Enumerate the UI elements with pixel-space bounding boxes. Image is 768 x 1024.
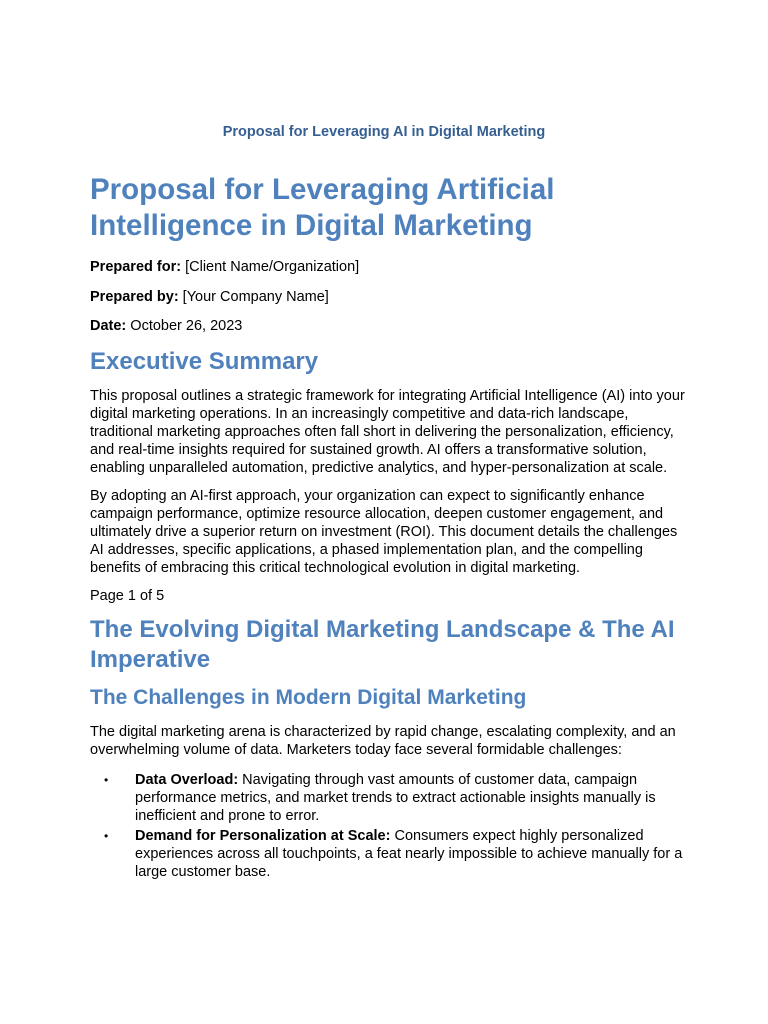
list-item xyxy=(90,771,690,825)
prepared-by-value: [Your Company Name] xyxy=(178,288,329,305)
list-item-text: Navigating through vast amounts of customer data, campaign performance metrics, and market trends to extract actionable insights manually is inefficient and prone to error. xyxy=(135,771,656,824)
page-number: Page 1 of 5 xyxy=(90,587,165,604)
document-body xyxy=(90,172,690,883)
list-item xyxy=(90,827,690,881)
list-item-label: Data Overload: xyxy=(135,771,239,788)
executive-summary-heading: Executive Summary xyxy=(90,347,319,375)
challenges-list xyxy=(90,771,690,881)
prepared-for-label: Prepared for: xyxy=(90,259,182,275)
prepared-for-line xyxy=(90,258,690,276)
prepared-by-line xyxy=(90,288,690,306)
executive-summary-paragraph-2: By adopting an AI-first approach, your organization can expect to significantly enhance campaign performance, optimize resource allocation, deepen customer engagement, and ultimately drive a superior return on investment (ROI). This document details the challenges AI addresses, specific applications, a phased implementation plan, and the compelling benefits of embracing this critical technological evolution in digital marketing. xyxy=(90,487,678,576)
prepared-for-value: [Client Name/Organization] xyxy=(181,259,360,275)
landscape-section-heading: The Evolving Digital Marketing Landscape & The AI Imperative xyxy=(90,615,675,673)
list-item-label: Demand for Personalization at Scale: xyxy=(135,827,391,844)
list-item-text: Consumers expect highly personalized experiences across all touchpoints, a feat nearly impossible to achieve manually for a large customer base. xyxy=(135,827,683,880)
running-header: Proposal for Leveraging AI in Digital Marketing xyxy=(222,124,546,140)
executive-summary-paragraph-1: This proposal outlines a strategic framework for integrating Artificial Intelligence (AI) into your digital marketing operations. In an increasingly competitive and data-rich landscape, traditional marketing approaches often fall short in delivering the personalization, efficiency, and real-time insights required for sustained growth. AI offers a transformative solution, enabling unparalleled automation, predictive analytics, and hyper-personalization at scale. xyxy=(90,387,685,476)
document-title: Proposal for Leveraging Artificial Intelligence in Digital Marketing xyxy=(90,173,555,242)
challenges-intro-paragraph: The digital marketing arena is characterized by rapid change, escalating complexity, and an overwhelming volume of data. Marketers today face several formidable challenges: xyxy=(90,723,676,758)
date-value: October 26, 2023 xyxy=(126,318,243,334)
date-line xyxy=(90,317,690,335)
date-label: Date: xyxy=(90,318,127,334)
prepared-by-label: Prepared by: xyxy=(90,288,179,305)
bullet-icon: • xyxy=(104,828,109,843)
challenges-subheading: The Challenges in Modern Digital Marketing xyxy=(90,685,527,709)
bullet-icon: • xyxy=(104,772,109,787)
